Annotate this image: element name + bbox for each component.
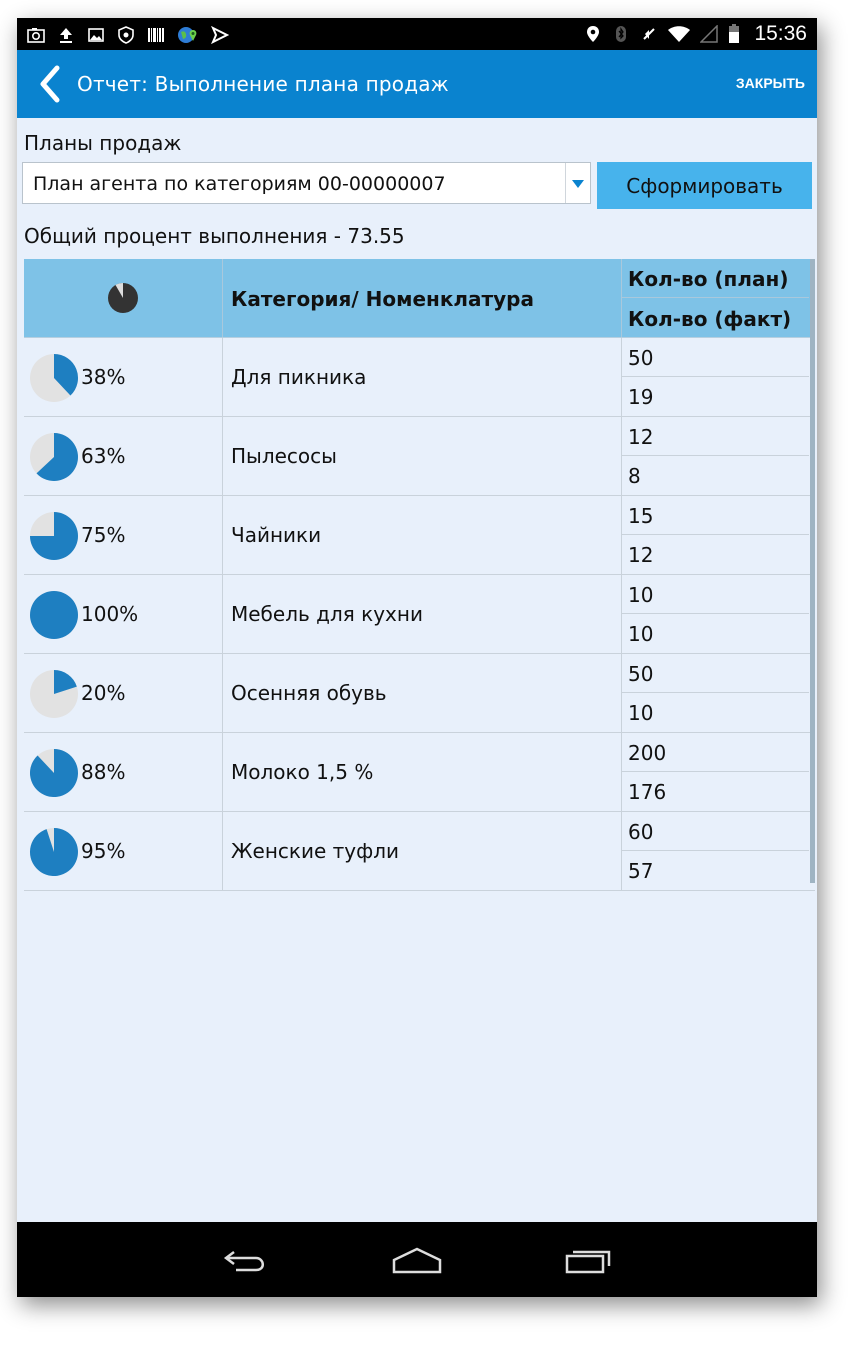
status-bar [17, 18, 817, 50]
home-nav-icon[interactable] [391, 1244, 443, 1276]
progress-pie [29, 432, 79, 482]
qty-fact-value: 10 [628, 622, 654, 646]
category-name: Молоко 1,5 % [231, 760, 374, 784]
battery-icon [728, 24, 740, 44]
percent-label: 100% [81, 602, 139, 626]
total-percent: Общий процент выполнения - 73.55 [24, 224, 405, 248]
camera-icon [27, 26, 45, 44]
plan-select-value: План агента по категориям 00-00000007 [33, 173, 446, 195]
generate-button[interactable]: Сформировать [597, 162, 812, 209]
qty-fact-value: 12 [628, 543, 654, 567]
qty-plan-value: 60 [628, 820, 654, 844]
header-quantity [622, 259, 809, 337]
back-nav-icon[interactable] [222, 1244, 272, 1276]
qty-fact-value: 57 [628, 859, 654, 883]
quantity-cell [622, 417, 809, 495]
progress-pie [29, 353, 79, 403]
progress-pie [29, 669, 79, 719]
progress-pie [29, 827, 79, 877]
header-qty-plan: Кол-во (план) [628, 267, 789, 291]
qty-plan-value: 12 [628, 425, 654, 449]
quantity-cell [622, 733, 809, 811]
header-pie-cell [24, 259, 223, 337]
qty-divider [622, 455, 809, 456]
close-button[interactable]: ЗАКРЫТЬ [735, 75, 805, 91]
plans-label: Планы продаж [24, 131, 182, 155]
category-name: Для пикника [231, 365, 367, 389]
header-category-label: Категория/ Номенклатура [231, 287, 534, 311]
quantity-cell [622, 654, 809, 732]
image-icon [87, 26, 105, 44]
pie-chart-icon [108, 283, 138, 313]
category-name: Мебель для кухни [231, 602, 423, 626]
device-screen [17, 18, 817, 1297]
recent-apps-icon[interactable] [563, 1244, 613, 1276]
dropdown-arrow-icon[interactable] [565, 163, 590, 203]
mute-icon [640, 25, 658, 43]
percent-label: 95% [81, 839, 126, 863]
category-name: Пылесосы [231, 444, 337, 468]
qty-fact-value: 8 [628, 464, 641, 488]
category-name: Женские туфли [231, 839, 400, 863]
percent-label: 75% [81, 523, 126, 547]
qty-divider [622, 692, 809, 693]
signal-icon [700, 25, 718, 43]
qty-plan-value: 10 [628, 583, 654, 607]
navigation-bar [17, 1222, 817, 1297]
category-cell [223, 417, 622, 495]
table-row[interactable] [24, 733, 815, 812]
shield-icon [117, 26, 135, 44]
table-row[interactable] [24, 575, 815, 654]
qty-divider [622, 771, 809, 772]
percent-label: 20% [81, 681, 126, 705]
progress-cell [24, 417, 223, 495]
qty-divider [622, 376, 809, 377]
qty-plan-value: 50 [628, 346, 654, 370]
progress-pie [29, 748, 79, 798]
percent-label: 63% [81, 444, 126, 468]
plan-select[interactable] [22, 162, 591, 204]
progress-cell [24, 496, 223, 574]
progress-cell [24, 733, 223, 811]
table-header [24, 259, 815, 338]
page-title: Отчет: Выполнение плана продаж [77, 72, 449, 96]
table-row[interactable] [24, 812, 815, 891]
category-cell [223, 733, 622, 811]
quantity-cell [622, 338, 809, 416]
qty-plan-value: 200 [628, 741, 667, 765]
app-bar [17, 50, 817, 118]
qty-plan-value: 50 [628, 662, 654, 686]
category-cell [223, 654, 622, 732]
qty-plan-value: 15 [628, 504, 654, 528]
qty-fact-value: 10 [628, 701, 654, 725]
location-icon [584, 25, 602, 43]
table-scrollbar[interactable] [810, 259, 815, 883]
progress-cell [24, 338, 223, 416]
location-globe-icon [177, 24, 199, 46]
back-arrow-icon[interactable] [35, 64, 67, 104]
category-cell [223, 338, 622, 416]
report-content [17, 118, 817, 1222]
category-cell [223, 812, 622, 890]
percent-label: 38% [81, 365, 126, 389]
pie-completed [30, 591, 78, 639]
progress-cell [24, 812, 223, 890]
progress-cell [24, 575, 223, 653]
progress-cell [24, 654, 223, 732]
percent-label: 88% [81, 760, 126, 784]
qty-divider [622, 534, 809, 535]
quantity-cell [622, 496, 809, 574]
bluetooth-icon [612, 25, 630, 43]
report-table [24, 259, 815, 891]
table-row[interactable] [24, 496, 815, 575]
table-row[interactable] [24, 654, 815, 733]
upload-icon [57, 26, 75, 44]
header-category [223, 259, 622, 337]
barcode-icon [147, 26, 165, 44]
category-name: Чайники [231, 523, 322, 547]
quantity-cell [622, 812, 809, 890]
qty-divider [622, 850, 809, 851]
qty-fact-value: 176 [628, 780, 667, 804]
table-row[interactable] [24, 338, 815, 417]
table-row[interactable] [24, 417, 815, 496]
table-body [24, 338, 815, 891]
clock: 15:36 [754, 22, 807, 45]
header-divider [622, 297, 809, 298]
category-cell [223, 496, 622, 574]
qty-fact-value: 19 [628, 385, 654, 409]
progress-pie [29, 511, 79, 561]
header-qty-fact: Кол-во (факт) [628, 307, 792, 331]
category-name: Осенняя обувь [231, 681, 387, 705]
qty-divider [622, 613, 809, 614]
progress-pie [29, 590, 79, 640]
quantity-cell [622, 575, 809, 653]
wifi-icon [668, 25, 690, 43]
send-icon [211, 26, 229, 44]
category-cell [223, 575, 622, 653]
